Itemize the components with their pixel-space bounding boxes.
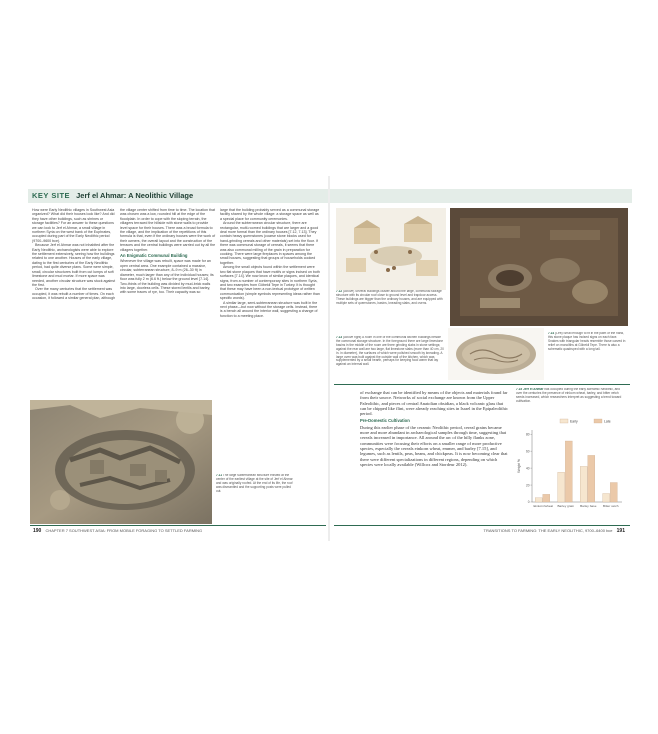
bar xyxy=(588,455,595,502)
reconstruction-drawing xyxy=(336,208,446,290)
paragraph: Because Jerf el Ahmar was not inhabited after the Early Neolithic, archaeologists were able to explore the settlement extensively, seeing how the buildings related to one another. Houses of the early village, dating to the first centuries of the Early Neolithic period, had quite diverse plans. Some were simple, small, circular structures built from cut lumps of soft limestone and mud mortar. If more space was needed, another circular structure was stuck against the first. xyxy=(32,243,116,287)
x-tick-label: Barley grain xyxy=(557,504,575,508)
figure-caption-7-12 xyxy=(336,290,446,332)
legend-label: Late xyxy=(604,419,611,424)
paragraph: Over the many centuries that the settlement was occupied, it was rebuilt a number of times. On each occasion, it followed a similar general plan, although xyxy=(32,287,116,301)
key-site-end-rule xyxy=(334,384,630,385)
right-body-column xyxy=(360,390,510,524)
caption-text: (Left) Small enough to fit in the palm of the hand, this stone plaque has incised signs on each face. Snakes with triangular heads resemble those carved in relief on monoliths at Göbekli Tepe. There is also a schematic quadruped with a long tail. xyxy=(548,332,626,351)
paragraph: the village center shifted from time to time. The location that was chosen was a low, rounded hill at the edge of the floodplain. In order to cope with the sloping terrain, the villagers terraced the hillside with stone walls to provide level space for their houses. There was a broad formula to the village, and the implication of the repetitions of this formula is that, even if the ordinary houses were the work of their owners, the overall layout and the construction of the terraces and the central buildings were carried out by all the villagers together. xyxy=(120,208,216,252)
y-tick-label: 80 xyxy=(525,432,530,437)
right-folio xyxy=(484,528,628,534)
x-tick-label: Bitter vetch xyxy=(603,504,619,508)
caption-text: (Above) Several buildings cluster around the large, communal storage structure with its circular roof close to ground level and trapdoor access. These buildings are bigger than the ordinary houses, and are equipped with multiple sets of quernstones, basins, kneading slabs, and ovens. xyxy=(336,290,443,305)
subheading: Pre-Domestic Cultivation xyxy=(360,418,410,424)
legend-label: Early xyxy=(570,419,578,424)
caption-label: 7.13 xyxy=(336,336,343,339)
footer-rule xyxy=(334,525,630,526)
paragraph: Among the small objects found within the settlement were two flat stone plaques that have motifs or signs incised on both surfaces [7.14]. We now know of similar plaques, and identical signs, from a number of contemporary sites in northern Syria, and two examples from Göbekli Tepe in Turkey. It is thought that these may have been a non-textual prototype of written communication (simple symbols representing ideas rather than specific words). xyxy=(220,265,320,301)
bar xyxy=(543,494,550,502)
bar xyxy=(565,441,572,502)
left-folio xyxy=(30,528,202,534)
left-column-1 xyxy=(32,208,116,398)
caption-text: (Above right) A room in one of the communal kitchen buildings beside the communal storage structure. In the foreground there are large limestone basins in the middle of the room are three grinding slabs in stone settings; against the rear wall are two large, flat limestone slabs (more than 40 cm, 20 in. in diameter), the surfaces of which were polished smooth by kneading. A large oven was built against the outside wall of the kitchen, which was supplemented by a small hearth, perhaps for keeping food warm that lay against an internal wall. xyxy=(336,336,444,367)
figure-caption-7-14 xyxy=(548,332,628,380)
seed-weight-bar-chart xyxy=(514,416,626,512)
paragraph: During this earlier phase of the ceramic Neolithic period, cereal grains became more and more abundant in archaeological samples through time, suggesting that cereals increased in importance. All around the arc of the hilly flanks zone, communities were focusing their efforts on a smaller range of more productive species, especially the cereals einkorn wheat, emmer, and barley [7.15], and legumes, such as lentils, peas, beans, and chickpeas. It is now becoming clear that there were different specializations in different regions, depending on which species were locally available (Willcox and Stordeur 2012). xyxy=(360,424,508,467)
page-number: 190 xyxy=(33,528,42,534)
x-tick-label: Einkorn/wheat xyxy=(533,504,554,508)
bar xyxy=(558,472,565,502)
caption-text: has occupied during the early aceramic Neolithic, and over the centuries the presence of einkorn wheat, barley, and bitter vetch seeds increased, which researchers interpret as suggesting a trend toward cultivation. xyxy=(516,388,622,403)
key-site-banner xyxy=(28,189,328,203)
paragraph: large that the building probably served as a communal storage facility shared by the whole village: a storage space as well as a special place for community ceremonies. xyxy=(220,208,320,221)
stone-plaque-photo xyxy=(448,328,544,380)
caption-title: Jerf el Ahmar xyxy=(523,388,544,391)
paragraph: Around the subterranean circular structure, there are rectangular, multi-roomed buildings that are larger and a good deal more formal than the ordinary houses [7.12, 7.13]. They contain heavy quernstones (coarse stone blocks used for hand-grinding cereals and other materials) set into the floor. If there was communal storage of cereals, it seems that there was also communal milling of the grain in preparation for cooking. There were large fireplaces in spaces among the small houses, suggesting that groups of households cooked together. xyxy=(220,221,319,265)
subheading: An Enigmatic Communal Building xyxy=(120,253,188,259)
y-tick-label: 20 xyxy=(525,483,530,488)
bar xyxy=(603,494,610,502)
page-number: 191 xyxy=(616,528,625,534)
y-axis-label: Weight % xyxy=(517,459,521,473)
caption-label: 7.14 xyxy=(548,332,555,335)
running-head: CHAPTER 7 SOUTHWEST ASIA: FROM MOBILE FORAGING TO SETTLED FARMING xyxy=(45,528,203,533)
bar xyxy=(580,466,587,502)
key-site-label: KEY SITE xyxy=(32,191,71,200)
paragraph: A similar large, semi-subterranean structure was built in the next phase—but now without the storage cells. Instead, there is a bench all around the interior wall, suggesting a change of function to a meeting place. xyxy=(220,300,318,318)
y-tick-label: 40 xyxy=(525,466,530,471)
caption-label: 7.12 xyxy=(336,290,343,293)
right-page xyxy=(330,176,632,541)
left-column-2 xyxy=(120,208,216,398)
excavation-photo-illustration xyxy=(30,400,212,524)
footer-rule xyxy=(30,525,326,526)
reconstruction-illustration xyxy=(336,208,446,290)
caption-text: The large subterranean structure existed at the center of the earliest village at the site of Jerf el Ahmar and was originally roofed. At the end of its life, the roof was dismantled and the supporting posts were pulled out. xyxy=(216,474,293,493)
bar xyxy=(535,498,542,502)
legend-swatch xyxy=(560,419,568,423)
key-site-title: Jerf el Ahmar: A Neolithic Village xyxy=(76,191,194,200)
kitchen-photo-illustration xyxy=(450,208,628,326)
figure-caption-7-15 xyxy=(516,388,624,414)
stone-plaque-illustration xyxy=(448,328,544,380)
y-tick-label: 0 xyxy=(527,500,530,505)
bar xyxy=(610,483,617,502)
book-spread xyxy=(28,176,632,541)
caption-label: 7.15 xyxy=(516,388,523,391)
left-page xyxy=(28,176,328,541)
x-tick-label: Barley base xyxy=(580,504,597,508)
figure-caption-7-13 xyxy=(336,336,444,384)
legend-swatch xyxy=(594,419,602,423)
paragraph: Whenever the village was rebuilt, space was made for an open central area. One example contained a massive, circular, subterranean structure, 8–9 m (26–30 ft) in diameter, much larger than any of the individual houses; its floor was fully 2 m (6.6 ft.) below the ground level [7.14]. Two-thirds of the building was divided by mud-brick walls into large, doorless cells. These stored lentils and barley, with some traces of rye, too. Their capacity was so xyxy=(120,259,214,295)
paragraph: How were Early Neolithic villages in Southwest Asia organized? What did their houses look like? And did they have other buildings, such as shrines or storage facilities? For an answer to these questions we can look to Jerf el Ahmar, a small village in northern Syria on the west bank of the Euphrates, occupied during part of the Early Neolithic period (9700–9600 bce). xyxy=(32,208,115,243)
kitchen-photo xyxy=(450,208,628,326)
y-tick-label: 60 xyxy=(525,449,530,454)
excavation-photo xyxy=(30,400,212,524)
key-site-banner-continued xyxy=(330,189,632,203)
paragraph: of exchange that can be identified by means of the objects and materials found far from their source. Networks of social exchange are known from the Upper Paleolithic, and pieces of central Anatolian obsidian, a black volcanic glass that can be chipped like flint, were already reaching sites in Israel in the Epipaleolithic period. xyxy=(360,390,508,417)
figure-caption-7-11 xyxy=(216,474,296,524)
caption-label: 7.11 xyxy=(216,474,223,477)
running-head: TRANSITIONS TO FARMING: THE EARLY NEOLITHIC, 9700–6400 bce xyxy=(483,528,613,533)
